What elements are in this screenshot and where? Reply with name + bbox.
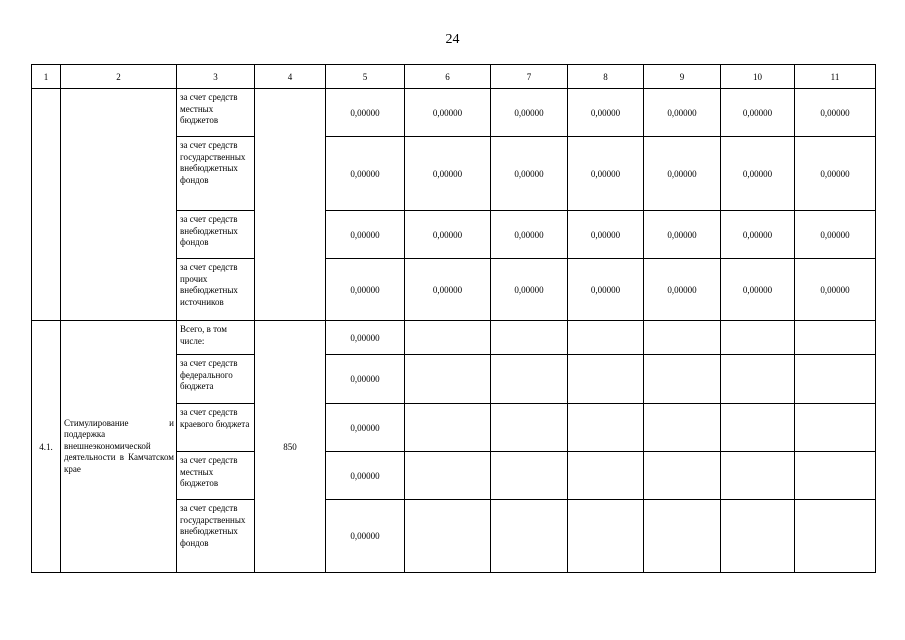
empty-cell xyxy=(795,404,876,452)
item-number-cell: 4.1. xyxy=(32,321,61,573)
header-cell: 7 xyxy=(491,65,568,89)
item-name-cell xyxy=(61,89,177,321)
page-number: 24 xyxy=(445,32,460,47)
value-cell: 0,00000 xyxy=(326,404,405,452)
funding-source-cell: за счет средств федерального бюджета xyxy=(177,355,255,404)
value-cell: 0,00000 xyxy=(326,452,405,500)
value-cell: 0,00000 xyxy=(326,259,405,321)
empty-cell xyxy=(721,355,795,404)
empty-cell xyxy=(795,321,876,355)
table-row xyxy=(32,89,876,137)
value-cell: 0,00000 xyxy=(491,137,568,211)
table-row xyxy=(32,321,876,355)
empty-cell xyxy=(491,404,568,452)
item-number-cell xyxy=(32,89,61,321)
item-name: Стимулирование и поддержка внешнеэкономической деятельности в Камчатском крае xyxy=(64,417,174,474)
value-cell: 0,00000 xyxy=(568,137,644,211)
empty-cell xyxy=(644,404,721,452)
value-cell: 0,00000 xyxy=(795,211,876,259)
funding-source-cell: за счет средств государственных внебюджетных фондов xyxy=(177,500,255,573)
code-cell xyxy=(255,89,326,321)
header-cell: 10 xyxy=(721,65,795,89)
funding-source-cell: за счет средств местных бюджетов xyxy=(177,452,255,500)
funding-source-cell: Всего, в том числе: xyxy=(177,321,255,355)
value-cell: 0,00000 xyxy=(326,500,405,573)
value-cell: 0,00000 xyxy=(721,211,795,259)
funding-source-cell: за счет средств краевого бюджета xyxy=(177,404,255,452)
empty-cell xyxy=(568,321,644,355)
empty-cell xyxy=(491,500,568,573)
value-cell: 0,00000 xyxy=(326,137,405,211)
empty-cell xyxy=(491,452,568,500)
value-cell: 0,00000 xyxy=(491,89,568,137)
empty-cell xyxy=(405,355,491,404)
value-cell: 0,00000 xyxy=(795,89,876,137)
empty-cell xyxy=(644,355,721,404)
value-cell: 0,00000 xyxy=(795,259,876,321)
value-cell: 0,00000 xyxy=(405,259,491,321)
empty-cell xyxy=(568,500,644,573)
funding-source-cell: за счет средств внебюджетных фондов xyxy=(177,211,255,259)
empty-cell xyxy=(721,321,795,355)
empty-cell xyxy=(568,404,644,452)
value-cell: 0,00000 xyxy=(644,89,721,137)
empty-cell xyxy=(644,321,721,355)
empty-cell xyxy=(405,404,491,452)
header-cell: 2 xyxy=(61,65,177,89)
value-cell: 0,00000 xyxy=(405,89,491,137)
header-cell: 11 xyxy=(795,65,876,89)
empty-cell xyxy=(491,321,568,355)
budget-table xyxy=(31,64,876,573)
value-cell: 0,00000 xyxy=(568,89,644,137)
header-cell: 1 xyxy=(32,65,61,89)
header-cell: 9 xyxy=(644,65,721,89)
empty-cell xyxy=(795,355,876,404)
value-cell: 0,00000 xyxy=(405,211,491,259)
item-name-cell xyxy=(61,321,177,573)
value-cell: 0,00000 xyxy=(491,259,568,321)
value-cell: 0,00000 xyxy=(568,259,644,321)
empty-cell xyxy=(405,452,491,500)
empty-cell xyxy=(644,500,721,573)
funding-source-cell: за счет средств прочих внебюджетных источников xyxy=(177,259,255,321)
empty-cell xyxy=(644,452,721,500)
funding-source-cell: за счет средств государственных внебюджетных фондов xyxy=(177,137,255,211)
empty-cell xyxy=(405,321,491,355)
header-cell: 3 xyxy=(177,65,255,89)
empty-cell xyxy=(795,452,876,500)
value-cell: 0,00000 xyxy=(405,137,491,211)
empty-cell xyxy=(721,404,795,452)
header-cell: 4 xyxy=(255,65,326,89)
value-cell: 0,00000 xyxy=(326,211,405,259)
header-cell: 6 xyxy=(405,65,491,89)
code-cell: 850 xyxy=(255,321,326,573)
header-row xyxy=(32,65,876,89)
header-cell: 8 xyxy=(568,65,644,89)
value-cell: 0,00000 xyxy=(326,355,405,404)
empty-cell xyxy=(405,500,491,573)
header-cell: 5 xyxy=(326,65,405,89)
value-cell: 0,00000 xyxy=(721,89,795,137)
empty-cell xyxy=(721,500,795,573)
value-cell: 0,00000 xyxy=(644,211,721,259)
value-cell: 0,00000 xyxy=(644,137,721,211)
empty-cell xyxy=(568,452,644,500)
value-cell: 0,00000 xyxy=(721,259,795,321)
value-cell: 0,00000 xyxy=(326,89,405,137)
value-cell: 0,00000 xyxy=(644,259,721,321)
value-cell: 0,00000 xyxy=(326,321,405,355)
value-cell: 0,00000 xyxy=(721,137,795,211)
empty-cell xyxy=(568,355,644,404)
value-cell: 0,00000 xyxy=(491,211,568,259)
value-cell: 0,00000 xyxy=(568,211,644,259)
value-cell: 0,00000 xyxy=(795,137,876,211)
empty-cell xyxy=(491,355,568,404)
empty-cell xyxy=(721,452,795,500)
funding-source-cell: за счет средств местных бюджетов xyxy=(177,89,255,137)
empty-cell xyxy=(795,500,876,573)
